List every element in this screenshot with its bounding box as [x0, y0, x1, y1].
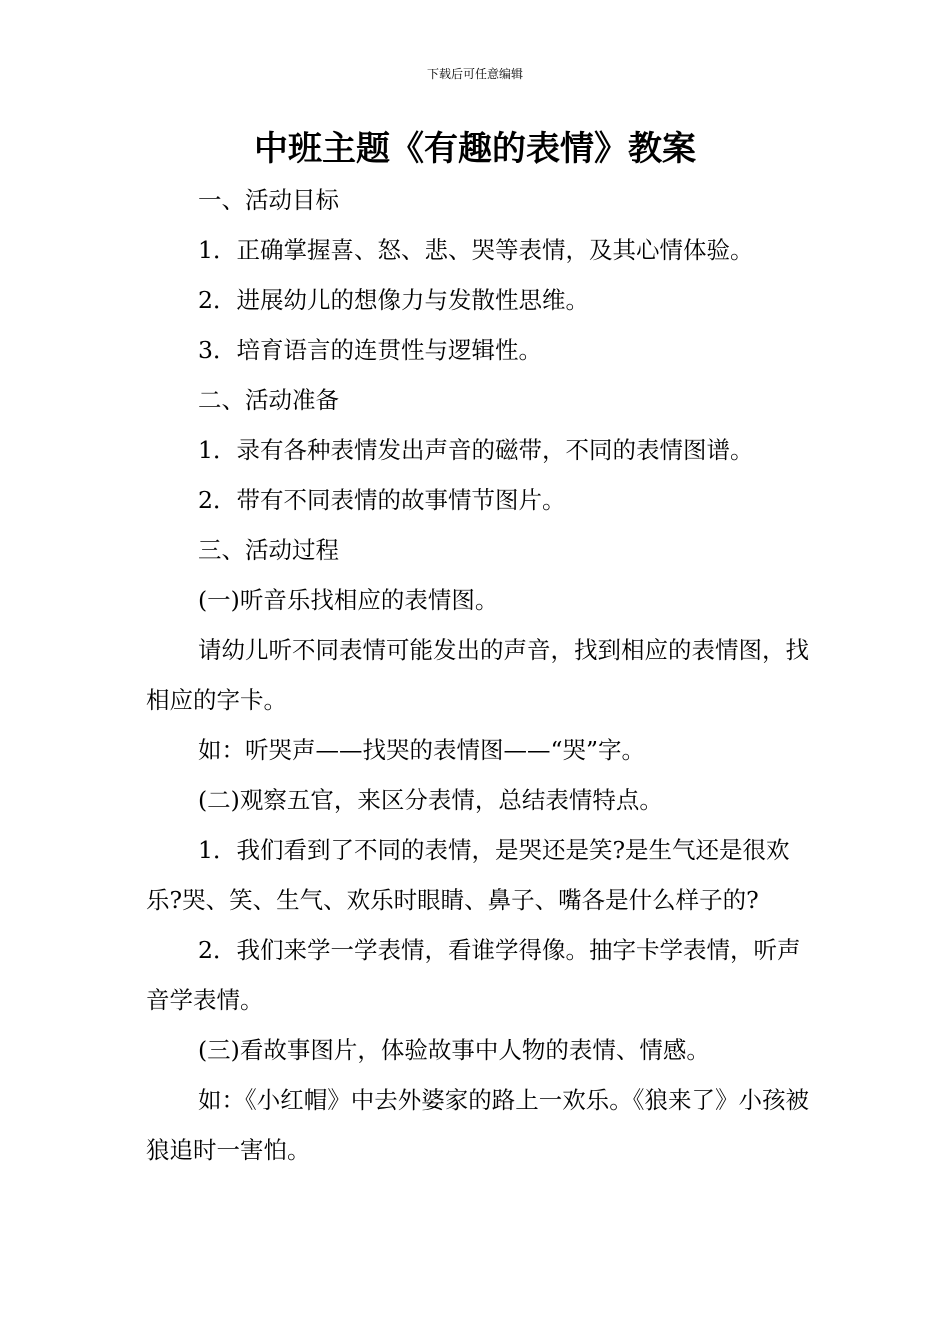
document-body — [146, 175, 810, 1175]
section-heading-preparation: 二、活动准备 — [198, 386, 339, 414]
paragraph: 2．进展幼儿的想像力与发散性思维。 — [198, 286, 589, 314]
paragraph: 如：听哭声——找哭的表情图——“哭”字。 — [198, 736, 646, 764]
paragraph: 1．我们看到了不同的表情，是哭还是笑?是生气还是很欢乐?哭、笑、生气、欢乐时眼睛、鼻子、嘴各是什么样子的? — [146, 836, 790, 914]
subsection-heading: (三)看故事图片，体验故事中人物的表情、情感。 — [198, 1036, 710, 1064]
section-heading-process: 三、活动过程 — [198, 536, 339, 564]
subsection-heading: (一)听音乐找相应的表情图。 — [198, 586, 499, 614]
paragraph: 2．带有不同表情的故事情节图片。 — [198, 486, 566, 514]
paragraph: 2．我们来学一学表情，看谁学得像。抽字卡学表情，听声音学表情。 — [146, 936, 801, 1014]
paragraph: 3．培育语言的连贯性与逻辑性。 — [198, 336, 542, 364]
subsection-heading: (二)观察五官，来区分表情，总结表情特点。 — [198, 786, 663, 814]
paragraph: 请幼儿听不同表情可能发出的声音，找到相应的表情图，找相应的字卡。 — [146, 636, 809, 714]
paragraph: 如：《小红帽》中去外婆家的路上一欢乐。《狼来了》小孩被狼追时一害怕。 — [146, 1086, 809, 1164]
paragraph: 1．录有各种表情发出声音的磁带，不同的表情图谱。 — [198, 436, 754, 464]
section-heading-goals: 一、活动目标 — [198, 186, 339, 214]
paragraph: 1．正确掌握喜、怒、悲、哭等表情，及其心情体验。 — [198, 236, 754, 264]
header-note: 下载后可任意编辑 — [426, 67, 523, 81]
page-title: 中班主题《有趣的表情》教案 — [254, 129, 696, 169]
